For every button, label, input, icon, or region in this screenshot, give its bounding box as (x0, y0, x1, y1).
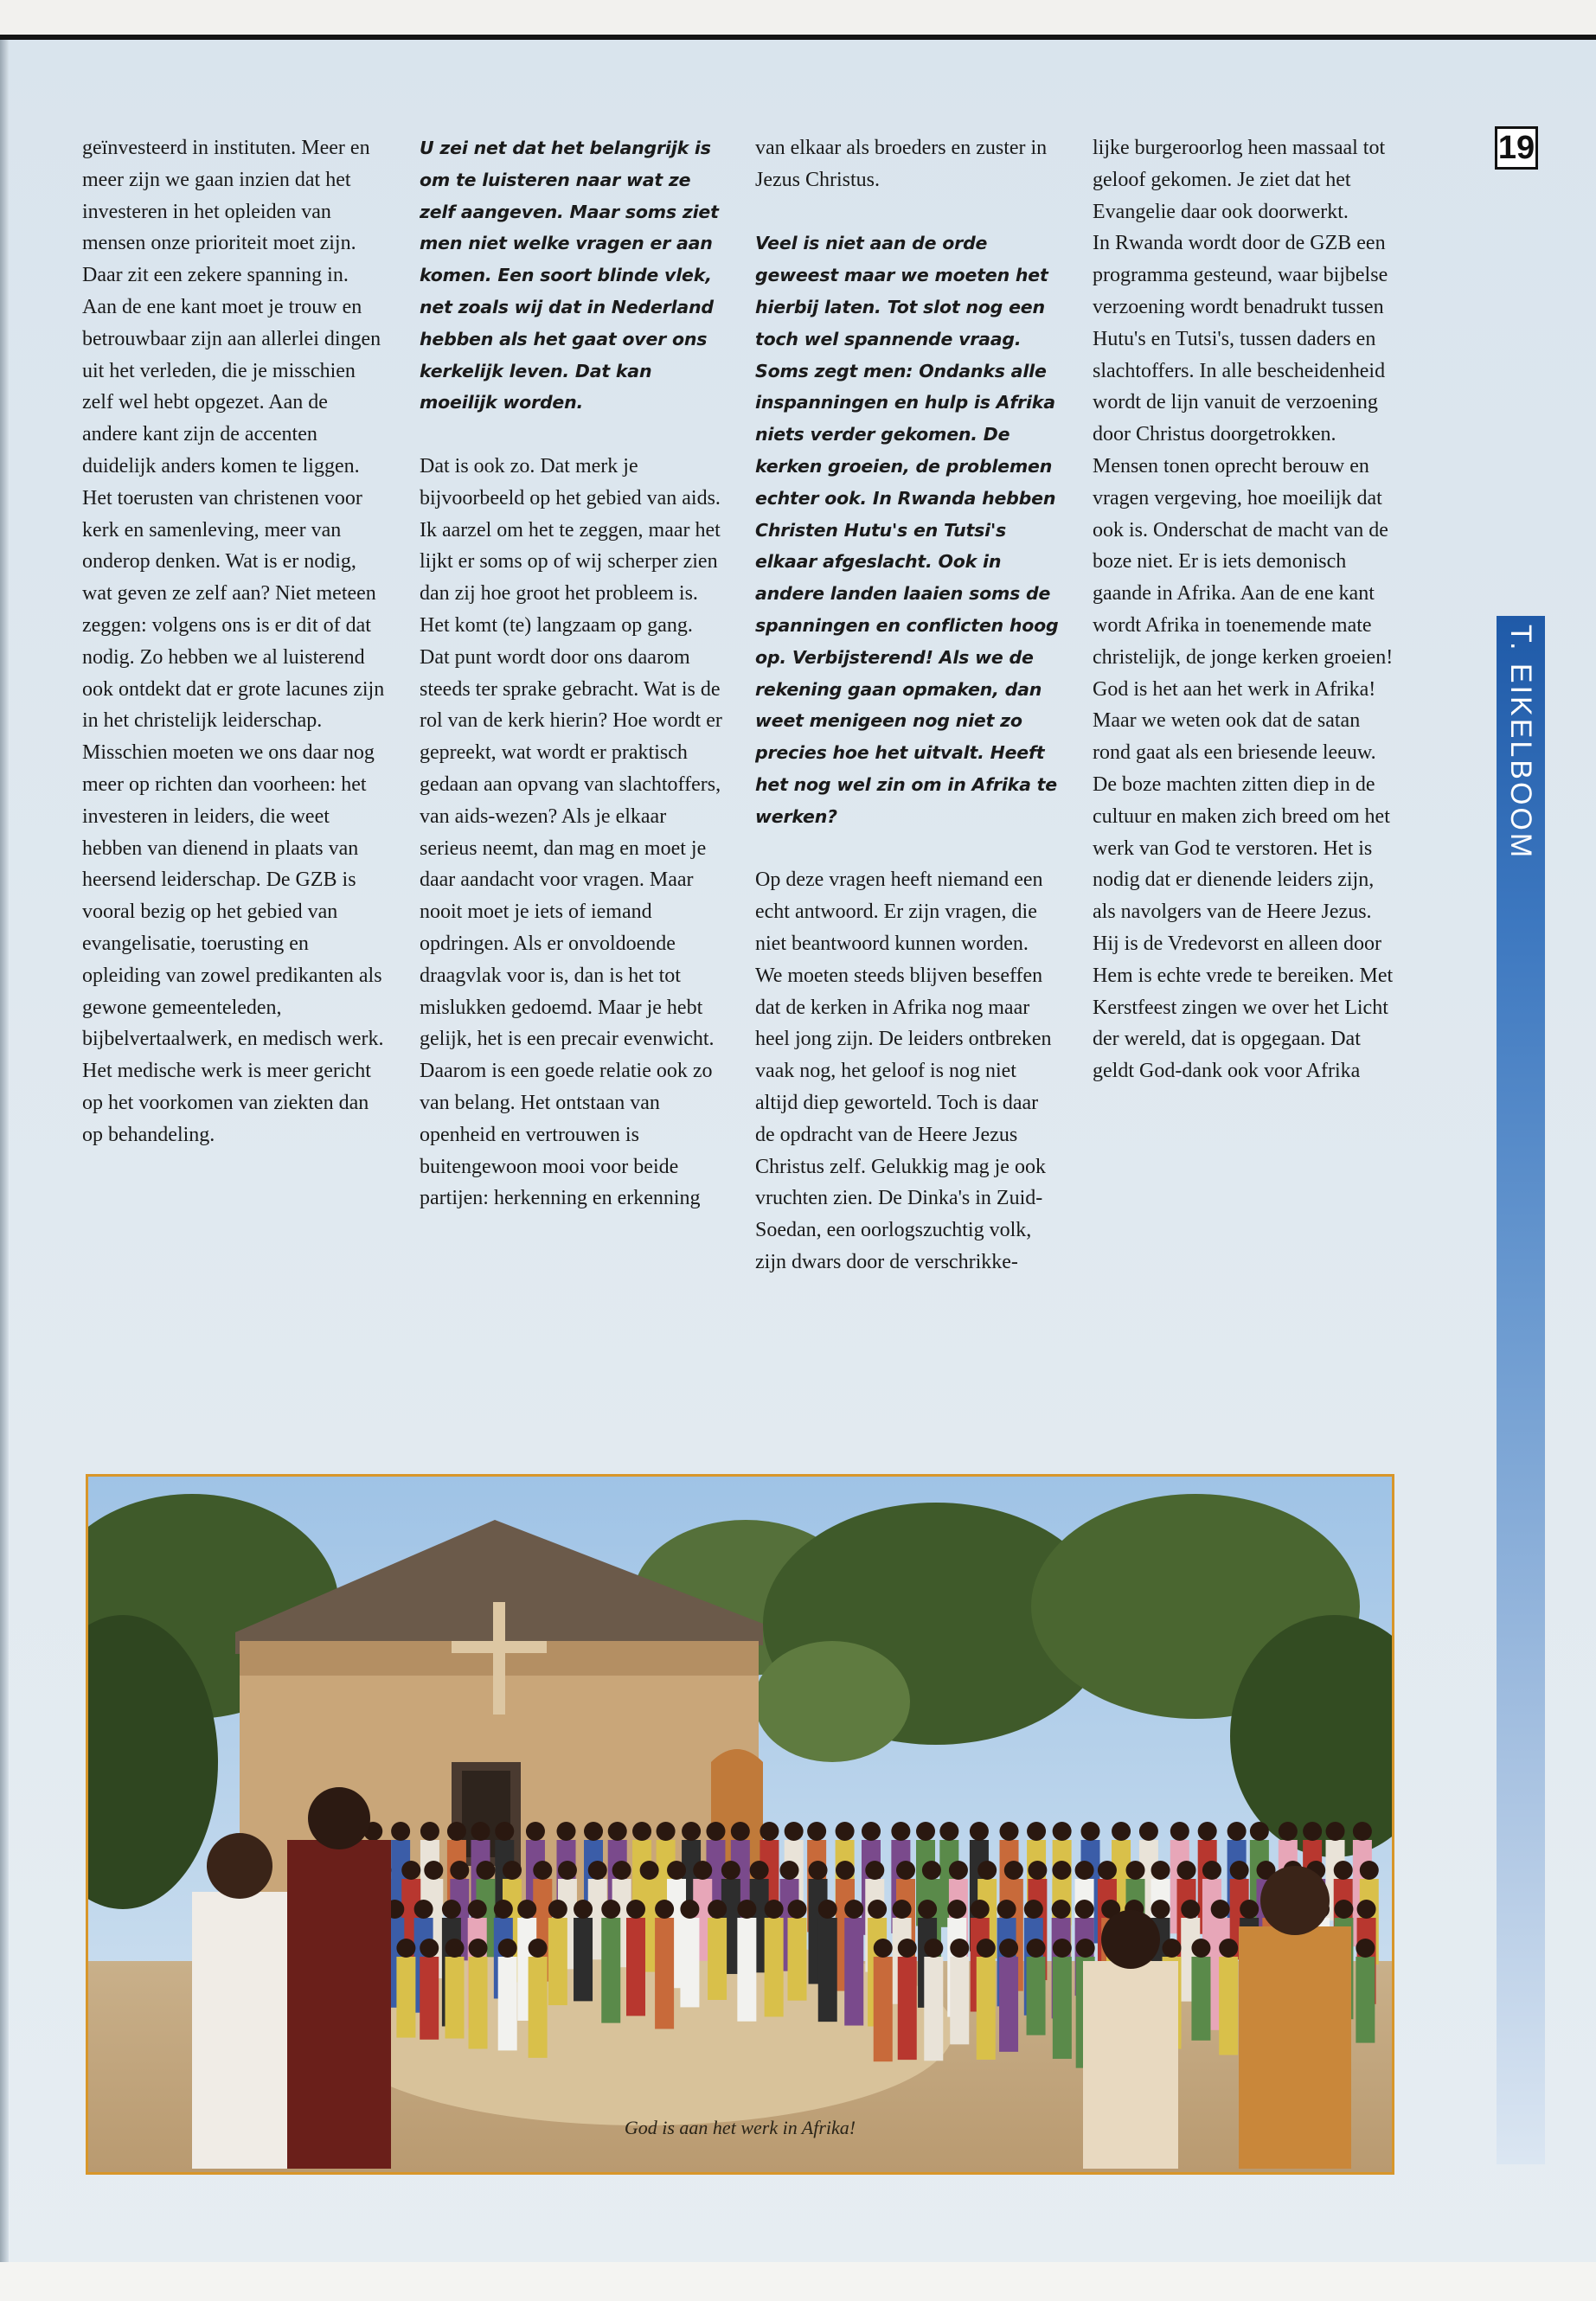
crowd-person-head (1326, 1822, 1345, 1841)
crowd-person (924, 1957, 943, 2061)
body-paragraph: geïnvesteerd in instituten. Meer en meer zijn we gaan inzien dat het investeren in het opleiden van mensen onze prioriteit moet zijn. Daar zit een zekere spanning in. Aan de ene kant moet je trouw en betrouwbaar zijn aan allerlei dingen uit het verleden, die je misschien zelf wel hebt opgezet. Aan de andere kant zijn de accenten duidelijk anders komen te liggen. Het toerusten van christenen voor kerk en samenleving, meer van onderop denken. Wat is er nodig, wat geven ze zelf aan? Niet meteen zeggen: volgens ons is er dit of dat nodig. Zo hebben we al luisterend ook ontdekt dat er grote lacunes zijn in het christelijk leiderschap. Misschien moeten we ons daar nog meer op richten dan voorheen: het investeren in leiders, die weet hebben van dienend in plaats van heersend leiderschap. De GZB is vooral bezig op het gebied van evangelisatie, toerusting en opleiding van zowel predikanten als gewone gemeenteleden, bijbelvertaalwerk, en medisch werk. Het medische werk is meer gericht op het voorkomen van ziekten dan op behandeling. (82, 137, 385, 1146)
crowd-person-head (1053, 1822, 1072, 1841)
crowd-person-head (557, 1822, 576, 1841)
crowd-person-head (640, 1861, 659, 1880)
top-rule (0, 35, 1596, 40)
crowd-person-head (918, 1900, 937, 1919)
crowd-person-head (471, 1822, 490, 1841)
crowd-person-head (1080, 1822, 1099, 1841)
crowd-person-head (765, 1900, 784, 1919)
crowd-person-head (788, 1900, 807, 1919)
crowd-person-head (442, 1900, 461, 1919)
crowd-person (1027, 1957, 1046, 2035)
crowd-person-head (529, 1939, 548, 1958)
crowd-person-head (836, 1822, 855, 1841)
crowd-person-head (667, 1861, 686, 1880)
crowd-person-head (1191, 1939, 1210, 1958)
crowd-person-head (939, 1822, 958, 1841)
crowd-person-head (1360, 1861, 1379, 1880)
crowd-person-head (1170, 1822, 1189, 1841)
crowd-person-head (396, 1939, 415, 1958)
crowd-person-head (970, 1822, 989, 1841)
crowd-person-head (420, 1939, 439, 1958)
crowd-person-head (750, 1861, 769, 1880)
crowd-person-head (494, 1900, 513, 1919)
crowd-person-head (708, 1900, 727, 1919)
crowd-person (548, 1918, 567, 2005)
crowd-person-head (1027, 1939, 1046, 1958)
crowd-person-head (1181, 1900, 1200, 1919)
crowd-person-head (1334, 1900, 1353, 1919)
crowd-person-head (584, 1822, 603, 1841)
crowd-person-head (1075, 1900, 1094, 1919)
crowd-person-head (693, 1861, 712, 1880)
page-gutter-edge (0, 40, 9, 2301)
crowd-person-head (1357, 1900, 1376, 1919)
crowd-person-head (922, 1861, 941, 1880)
page-bottom-margin (0, 2262, 1596, 2301)
crowd-person-head (874, 1939, 893, 1958)
crowd-person (498, 1957, 517, 2050)
crowd-person (765, 1918, 784, 2016)
crowd-person-head (1202, 1861, 1221, 1880)
crowd-person-head (632, 1822, 651, 1841)
interview-question: U zei net dat het belangrijk is om te luisteren naar wat ze zelf aangeven. Maar soms ziet men niet welke vragen er aan komen. Een soort blinde vlek, net zoals wij dat in Nederland hebben als het gaat over ons kerkelijk leven. Dat kan moeilijk worden. (420, 138, 719, 413)
author-name: T. EIKELBOOM (1504, 625, 1537, 861)
crowd-person (680, 1918, 699, 2007)
crowd-person (999, 1957, 1018, 2052)
crowd-person-head (1177, 1861, 1196, 1880)
crowd-person (601, 1918, 620, 2023)
crowd-person-head (391, 1822, 410, 1841)
crowd-person-head (924, 1939, 943, 1958)
crowd-person-head (785, 1822, 804, 1841)
crowd-person (529, 1957, 548, 2058)
crowd-person-head (1250, 1822, 1269, 1841)
crowd-person-head (1126, 1861, 1145, 1880)
crowd-person-head (1356, 1939, 1375, 1958)
crowd-person-head (517, 1900, 536, 1919)
crowd-person-head (601, 1900, 620, 1919)
crowd-person-head (1219, 1939, 1238, 1958)
crowd-person (788, 1918, 807, 2001)
crowd-person-head (1230, 1861, 1249, 1880)
crowd-person-head (1227, 1822, 1247, 1841)
crowd-person-head (468, 1900, 487, 1919)
crowd-person-head (476, 1861, 495, 1880)
crowd-person (445, 1957, 465, 2039)
crowd-person-head (977, 1861, 997, 1880)
text-column-4 (1093, 132, 1397, 1378)
crowd-person-head (1240, 1900, 1259, 1919)
crowd-person-head (1279, 1822, 1298, 1841)
crowd-person (469, 1957, 488, 2049)
body-paragraph: lijke burgeroorlog heen massaal tot geloof gekomen. Je ziet dat het Evangelie daar ook doorwerkt. (1093, 137, 1386, 223)
text-column-2 (420, 132, 724, 1378)
crowd-person-head (977, 1939, 996, 1958)
crowd-person-head (865, 1861, 884, 1880)
crowd-person-head (1024, 1900, 1043, 1919)
crowd-person-head (1303, 1822, 1322, 1841)
crowd-person-head (1139, 1822, 1158, 1841)
crowd-person-head (818, 1900, 837, 1919)
crowd-person-head (1151, 1900, 1170, 1919)
text-column-1 (82, 132, 387, 1378)
crowd-person-head (558, 1861, 577, 1880)
crowd-person-head (1052, 1861, 1071, 1880)
crowd-person (420, 1957, 439, 2040)
crowd-person-head (731, 1822, 750, 1841)
body-paragraph: Op deze vragen heeft niemand een echt antwoord. Er zijn vragen, die niet beantwoord kunnen worden. We moeten steeds blijven beseffen dat de kerken in Afrika nog maar heel jong zijn. De leiders ontbreken vaak nog, het geloof is nog niet altijd diep geworteld. Toch is daar de opdracht van de Heere Jezus Christus zelf. Gelukkig mag je ook vruchten zien. De Dinka's in Zuid-Soedan, een oorlogszuchtig volk, zijn dwars door de verschrikke- (755, 868, 1052, 1273)
crowd-person-head (950, 1939, 969, 1958)
crowd-person-head (655, 1900, 674, 1919)
crowd-person (626, 1918, 645, 2016)
crowd-person-head (891, 1822, 910, 1841)
body-paragraph: Dat is ook zo. Dat merk je bijvoorbeeld op het gebied van aids. Ik aarzel om het te zeggen, maar het lijkt er soms op of wij scherper zien dan zij hoe groot het probleem is. Het komt (te) langzaam op gang. Dat punt wordt door ons daarom steeds ter sprake gebracht. Wat is de rol van de kerk hierin? Hoe wordt er gepreekt, wat wordt er praktisch gedaan aan opvang van slachtoffers, van aids-wezen? Als je elkaar serieus neemt, dan mag en moet je daar aandacht voor vragen. Maar nooit moet je iets of iemand opdringen. Als er onvoldoende draagvlak voor is, dan is het tot mislukken gedoemd. Maar je hebt gelijk, het is een precair evenwicht. Daarom is een goede relatie ook zo van belang. Het ontstaan van openheid en vertrouwen is buitengewoon mooi voor beide partijen: herkenning en erkenning (420, 454, 722, 1210)
page-number: 19 (1495, 126, 1538, 170)
text-column-3 (755, 132, 1060, 1378)
body-paragraph: van elkaar als broeders en zuster in Jezus Christus. (755, 137, 1048, 191)
crowd-person-head (1028, 1861, 1047, 1880)
crowd-person-head (949, 1861, 968, 1880)
crowd-person-head (997, 1900, 1016, 1919)
crowd-person (874, 1957, 893, 2061)
crowd-person-head (495, 1822, 514, 1841)
crowd-person-head (1198, 1822, 1217, 1841)
crowd-person-head (424, 1861, 443, 1880)
crowd-person-head (588, 1861, 607, 1880)
crowd-person (1356, 1957, 1375, 2043)
crowd-person-head (809, 1861, 828, 1880)
crowd-person-head (1075, 1861, 1094, 1880)
crowd-person (1191, 1957, 1210, 2041)
crowd-person-head (947, 1900, 966, 1919)
crowd-person-head (807, 1822, 826, 1841)
crowd-person-head (844, 1900, 863, 1919)
photo-illustration (88, 1477, 1392, 2172)
crowd-person-head (498, 1939, 517, 1958)
crowd-person-head (1353, 1822, 1372, 1841)
crowd-person-head (445, 1939, 465, 1958)
crowd-person (737, 1918, 756, 2022)
crowd-person-head (1151, 1861, 1170, 1880)
crowd-person-head (1163, 1939, 1182, 1958)
crowd-person-head (680, 1900, 699, 1919)
crowd-person (1053, 1957, 1072, 2059)
crowd-person-head (1000, 1822, 1019, 1841)
crowd-person-head (1027, 1822, 1046, 1841)
crowd-person-head (526, 1822, 545, 1841)
crowd-person-head (896, 1861, 915, 1880)
crowd-person-head (836, 1861, 855, 1880)
crowd-person-head (657, 1822, 676, 1841)
crowd-person-head (737, 1900, 756, 1919)
crowd-person-head (1211, 1900, 1230, 1919)
crowd-person-head (503, 1861, 522, 1880)
body-paragraph: In Rwanda wordt door de GZB een programma gesteund, waar bijbelse verzoening wordt benadrukt tussen Hutu's en Tutsi's, tussen daders en slachtoffers. In alle bescheidenheid wordt de lijn vanuit de verzoening door Christus doorgetrokken. Mensen tonen oprecht berouw en vragen vergeving, hoe moeilijk dat ook is. Onderschat de macht van de boze niet. Er is iets demonisch gaande in Afrika. Aan de ene kant wordt Afrika in toenemende mate christelijk, de jonge kerken groeien! God is het aan het werk in Afrika! Maar we weten ook dat de satan rond gaat als een briesende leeuw. De boze machten zitten diep in de cultuur en maken zich breed om het werk van God te verstoren. Het is nodig dat er dienende leiders zijn, als navolgers van de Heere Jezus. Hij is de Vredevorst en alleen door Hem is echte vrede te bereiken. Met Kerstfeest zingen we over het Licht der wereld, dat is opgegaan. Dat geldt God-dank ook voor Afrika (1093, 232, 1394, 1083)
crowd-person-head (447, 1822, 466, 1841)
crowd-person-head (548, 1900, 567, 1919)
crowd-person (396, 1957, 415, 2038)
crowd-person-head (469, 1939, 488, 1958)
crowd-person-head (1052, 1900, 1071, 1919)
crowd-person-head (682, 1822, 701, 1841)
crowd-person-head (893, 1900, 912, 1919)
crowd-person-head (868, 1900, 887, 1919)
crowd-person (818, 1918, 837, 2022)
crowd-person-head (414, 1900, 433, 1919)
crowd-person (655, 1918, 674, 2029)
church-crowd-photo (86, 1474, 1394, 2175)
crowd-person-head (420, 1822, 439, 1841)
crowd-person-head (862, 1822, 881, 1841)
crowd-person-head (971, 1900, 990, 1919)
crowd-person (950, 1957, 969, 2044)
crowd-person (844, 1918, 863, 2026)
crowd-person-head (1053, 1939, 1072, 1958)
crowd-person-head (916, 1822, 935, 1841)
crowd-person-head (1112, 1822, 1131, 1841)
crowd-person (898, 1957, 917, 2060)
crowd-person-head (706, 1822, 725, 1841)
photo-caption: God is aan het werk in Afrika! (624, 2117, 856, 2138)
crowd-person (574, 1918, 593, 2001)
crowd-person-head (608, 1822, 627, 1841)
crowd-person-head (898, 1939, 917, 1958)
crowd-person-head (450, 1861, 469, 1880)
crowd-person-head (999, 1939, 1018, 1958)
crowd-person-head (760, 1822, 779, 1841)
crowd-person-head (779, 1861, 798, 1880)
crowd-person-head (1334, 1861, 1353, 1880)
crowd-person-head (612, 1861, 631, 1880)
crowd-person-head (401, 1861, 420, 1880)
crowd-person-head (533, 1861, 552, 1880)
crowd-person (708, 1918, 727, 2000)
crowd-person-head (1076, 1939, 1095, 1958)
crowd-person-head (1098, 1861, 1117, 1880)
interview-question: Veel is niet aan de orde geweest maar we moeten het hierbij laten. Tot slot nog een toch wel spannende vraag. Soms zegt men: Ondanks alle inspanningen en hulp is Afrika niets verder gekomen. De kerken groeien, de problemen echter ook. In Rwanda hebben Christen Hutu's en Tutsi's elkaar afgeslacht. Ook in andere landen laaien soms de spanningen en conflicten hoog op. Verbijsterend! Als we de rekening gaan opmaken, dan weet menigeen nog niet zo precies hoe het uitvalt. Heeft het nog wel zin om in Afrika te werken? (755, 233, 1059, 827)
crowd-person-head (1004, 1861, 1023, 1880)
crowd-person-head (721, 1861, 740, 1880)
crowd-person-head (626, 1900, 645, 1919)
crowd-person-head (574, 1900, 593, 1919)
crowd-person (977, 1957, 996, 2060)
crowd-person (1219, 1957, 1238, 2055)
